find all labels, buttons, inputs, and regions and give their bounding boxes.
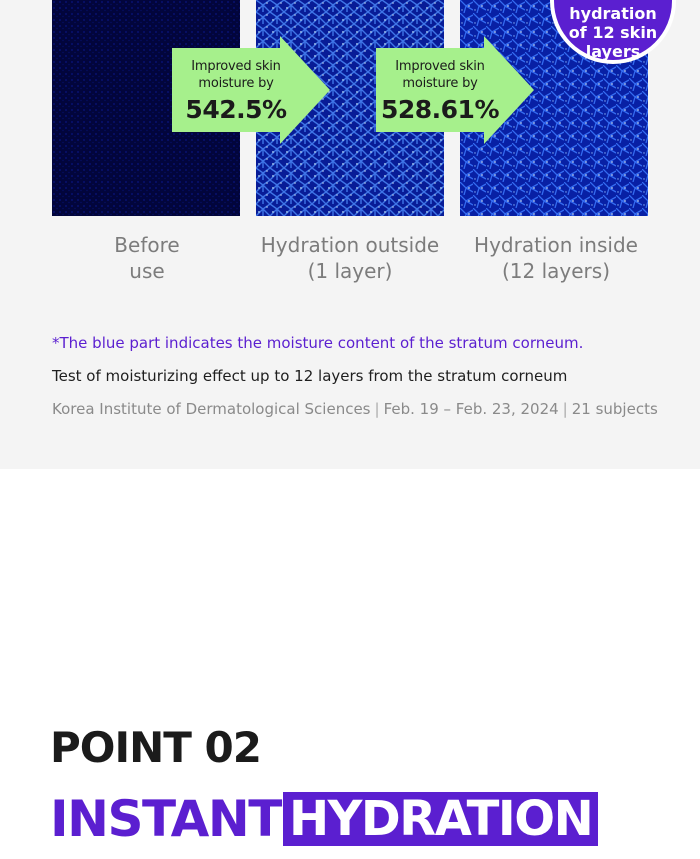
moisture-arrow-2: [376, 36, 534, 144]
caption-hydration-outside: [250, 232, 450, 284]
arrow-1-value: 542.5%: [185, 95, 287, 124]
source-dates: Feb. 19 – Feb. 23, 2024: [383, 400, 559, 418]
caption-before-line-2: use: [129, 259, 165, 283]
headline-instant: INSTANT: [50, 790, 281, 848]
badge-line-2: of 12 skin: [568, 23, 658, 42]
source-institute: Korea Institute of Dermatological Sciences: [52, 400, 371, 418]
arrow-2-line-2: moisture by: [402, 76, 478, 91]
blue-part-note: *The blue part indicates the moisture content of the stratum corneum.: [52, 334, 584, 352]
source-subjects: 21 subjects: [571, 400, 658, 418]
caption-before-use: [52, 232, 242, 284]
test-description: Test of moisturizing effect up to 12 layers from the stratum corneum: [52, 367, 568, 385]
badge-line-3: layers: [585, 42, 641, 61]
hydration-badge: [548, 0, 678, 66]
caption-inside-line-2: (12 layers): [501, 259, 610, 283]
arrow-2-value: 528.61%: [380, 95, 500, 124]
caption-inside-line-1: Hydration inside: [474, 233, 638, 257]
caption-before-line-1: Before: [114, 233, 180, 257]
caption-hydration-inside: [456, 232, 656, 284]
badge-line-1: hydration: [569, 4, 657, 23]
arrow-1-line-1: Improved skin: [191, 59, 281, 74]
caption-outside-line-2: (1 layer): [307, 259, 393, 283]
caption-outside-line-1: Hydration outside: [260, 233, 440, 257]
moisture-arrow-1: [172, 36, 330, 144]
separator: |: [562, 400, 568, 418]
study-source: [52, 399, 658, 419]
separator: |: [374, 400, 380, 418]
point-label: POINT 02: [50, 723, 261, 772]
arrow-2-line-1: Improved skin: [395, 59, 485, 74]
arrow-1-line-2: moisture by: [198, 76, 274, 91]
headline-hydration-highlight: HYDRATION: [283, 792, 598, 846]
